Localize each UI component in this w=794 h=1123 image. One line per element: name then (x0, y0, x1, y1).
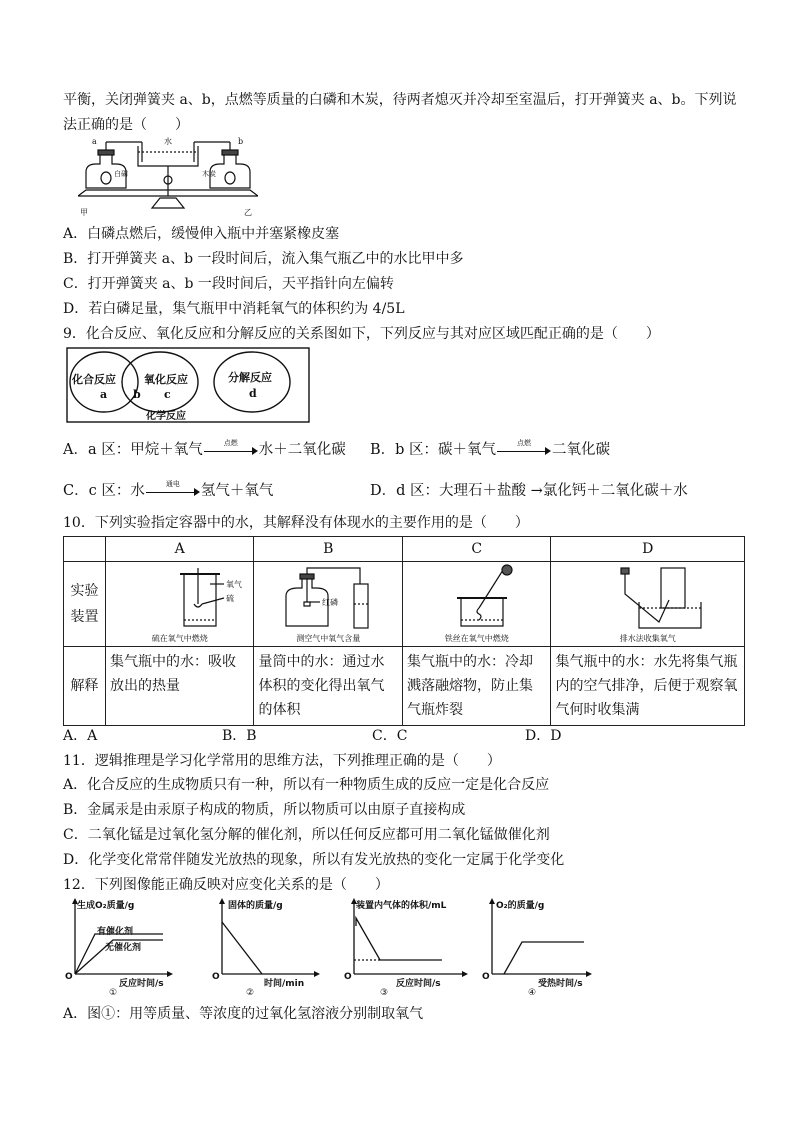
q10-explain-b: 量筒中的水：通过水体积的变化得出氧气的体积 (254, 647, 403, 726)
q12-graph-3 (342, 896, 470, 998)
q10-option-d: D．D (525, 728, 562, 744)
g2-number: ② (246, 988, 255, 998)
q9-stem: 9．化合反应、氧化反应和分解反应的关系图如下，下列反应与其对应区域匹配正确的是（ ） (63, 326, 660, 342)
q9-option-a: A．a 区：甲烷＋氧气 点燃 水＋二氧化碳 (63, 439, 346, 458)
q10-caption-b: 测空气中氧气含量 (296, 634, 361, 643)
q12-graph-2 (210, 896, 320, 998)
g3-number: ③ (380, 988, 389, 998)
q10-fig-d (551, 562, 744, 646)
venn-chemical-reaction: 化学反应 (146, 411, 186, 422)
q10-fig-b (254, 562, 402, 646)
q8-option-d: D．若白磷足量，集气瓶甲中消耗氧气的体积约为 4/5L (63, 301, 405, 317)
q10-header-a: A (105, 537, 254, 562)
g3-origin: O (344, 972, 352, 982)
q11-stem: 11．逻辑推理是学习化学常用的思维方法，下列推理正确的是（ ） (63, 753, 501, 769)
venn-oxidation: 氧化反应 (144, 373, 188, 386)
venn-b: b (133, 388, 141, 401)
q11-option-d: D．化学变化常常伴随发光放热的现象，所以有发光放热的变化一定属于化学变化 (63, 852, 565, 868)
venn-decomposition: 分解反应 (228, 371, 272, 384)
label-a: a (92, 137, 97, 146)
q12-option-a: A．图①：用等质量、等浓度的过氧化氢溶液分别制取氧气 (63, 1006, 424, 1022)
venn-d: d (249, 387, 257, 400)
q10-option-c: C．C (372, 728, 408, 744)
q8-apparatus-figure (78, 136, 258, 218)
q10-fig-a (106, 562, 254, 646)
q11-option-b: B．金属汞是由汞原子构成的物质，所以物质可以由原子直接构成 (63, 802, 466, 818)
q9-option-d: D．d 区：大理石＋盐酸 →氯化钙＋二氧化碳＋水 (370, 483, 688, 499)
venn-a: a (100, 388, 108, 401)
g1-line1-label: 有催化剂 (97, 927, 134, 937)
svg-text:红磷: 红磷 (322, 598, 339, 607)
q8-option-b: B．打开弹簧夹 a、b 一段时间后，流入集气瓶乙中的水比甲中多 (63, 251, 464, 267)
q8-option-c: C．打开弹簧夹 a、b 一段时间后，天平指针向左偏转 (63, 276, 394, 292)
q10-caption-d: 排水法收集氧气 (619, 634, 676, 643)
q12-graph-4 (480, 896, 592, 998)
g1-line2-label: 无催化剂 (105, 943, 142, 953)
label-white-p: 白磷 (114, 170, 128, 178)
g3-ylabel: 装置内气体的体积/mL (356, 901, 447, 911)
q12-stem: 12．下列图像能正确反映对应变化关系的是（ ） (63, 877, 389, 893)
venn-combination: 化合反应 (72, 373, 116, 386)
q9-option-b: B．b 区：碳＋氧气 点燃 二氧化碳 (370, 439, 611, 458)
q10-header-d: D (551, 537, 745, 562)
q10-row-label-explain: 解释 (64, 647, 106, 726)
q10-header-b: B (254, 537, 403, 562)
q10-option-a: A．A (63, 728, 98, 744)
q9-venn-diagram (66, 347, 310, 423)
q10-option-b: B．B (222, 728, 257, 744)
svg-text:硫: 硫 (225, 594, 234, 603)
label-charcoal: 木炭 (202, 170, 216, 178)
g4-number: ④ (528, 988, 537, 998)
q10-header-c: C (402, 537, 551, 562)
q10-fig-c (403, 562, 551, 646)
label-b: b (238, 137, 244, 146)
svg-text:氧气: 氧气 (225, 580, 242, 589)
venn-c: c (164, 388, 171, 401)
g2-origin: O (212, 972, 220, 982)
q8-stem-line2: 法正确的是（ ） (63, 117, 189, 133)
q10-explain-a: 集气瓶中的水：吸收放出的热量 (105, 647, 254, 726)
label-water: 水 (164, 137, 172, 146)
g2-xlabel: 时间/min (264, 979, 305, 989)
label-yi: 乙 (244, 208, 252, 217)
q11-option-a: A．化合反应的生成物质只有一种，所以有一种物质生成的反应一定是化合反应 (63, 777, 550, 793)
q12-graph-1 (63, 896, 173, 998)
label-jia: 甲 (80, 208, 88, 217)
q10-caption-a: 硫在氧气中燃烧 (151, 634, 208, 643)
g1-xlabel: 反应时间/s (119, 979, 164, 989)
q10-stem: 10．下列实验指定容器中的水，其解释没有体现水的主要作用的是（ ） (63, 515, 529, 531)
q10-explain-d: 集气瓶中的水：水先将集气瓶内的空气排净，后便于观察氧气何时收集满 (551, 647, 745, 726)
q10-explain-c: 集气瓶中的水：冷却溅落融熔物，防止集气瓶炸裂 (402, 647, 551, 726)
q8-option-a: A．白磷点燃后，缓慢伸入瓶中并塞紧橡皮塞 (63, 226, 340, 242)
g2-ylabel: 固体的质量/g (228, 901, 283, 911)
g1-number: ① (109, 988, 118, 998)
g4-ylabel: O₂的质量/g (496, 901, 545, 911)
q8-stem-line1: 平衡，关闭弹簧夹 a、b，点燃等质量的白磷和木炭，待两者熄灭并冷却至室温后，打开弹簧夹 a、b。下列说 (63, 92, 737, 108)
q10-caption-c: 铁丝在氧气中燃烧 (444, 634, 509, 643)
q10-table (63, 536, 745, 726)
g3-xlabel: 反应时间/s (396, 979, 441, 989)
q10-row-label-apparatus: 实验装置 (64, 562, 106, 647)
q11-option-c: C．二氧化锰是过氧化氢分解的催化剂，所以任何反应都可用二氧化锰做催化剂 (63, 827, 550, 843)
g1-origin: O (65, 972, 73, 982)
g1-ylabel: 生成O₂质量/g (77, 901, 135, 911)
g4-xlabel: 受热时间/s (538, 979, 583, 989)
g4-origin: O (482, 972, 490, 982)
q9-option-c: C．c 区：水 通电 氢气＋氧气 (63, 480, 274, 499)
